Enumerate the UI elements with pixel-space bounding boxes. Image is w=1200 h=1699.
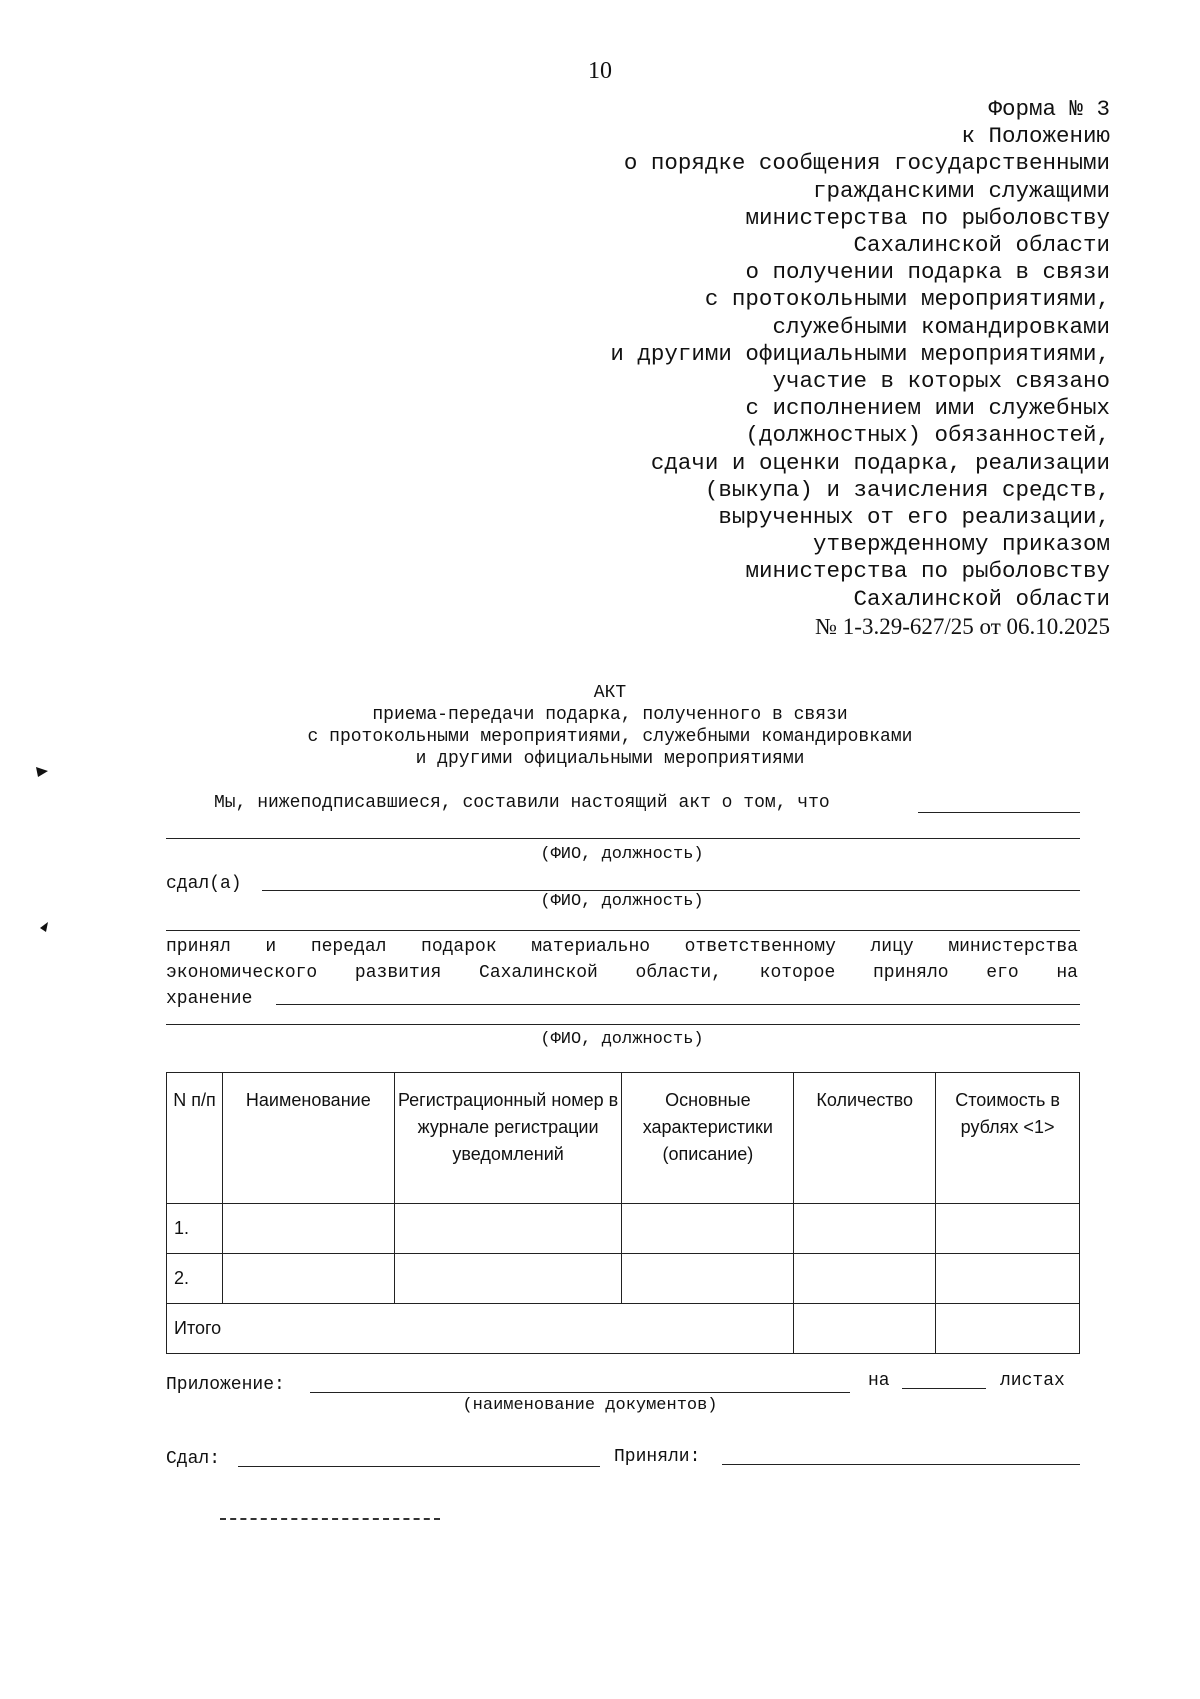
handed-over-fill-line-2[interactable]	[166, 930, 1080, 931]
table-cell[interactable]	[222, 1254, 394, 1304]
header-quantity: Количество	[794, 1073, 936, 1204]
handed-over-label: сдал(а)	[166, 874, 242, 894]
total-quantity-cell[interactable]	[794, 1304, 936, 1354]
accepted-line-2	[166, 962, 1078, 984]
header-line: участие в которых связано	[772, 368, 1110, 395]
header-line: Сахалинской области	[853, 232, 1110, 259]
act-heading: АКТ	[593, 683, 627, 703]
total-cost-cell[interactable]	[936, 1304, 1080, 1354]
table-cell[interactable]	[222, 1204, 394, 1254]
sheets-label: листах	[1000, 1371, 1065, 1391]
word: принял	[166, 937, 231, 957]
table-cell[interactable]	[936, 1204, 1080, 1254]
word: области,	[635, 963, 722, 983]
header-line: (выкупа) и зачисления средств,	[704, 476, 1110, 503]
order-reference: № 1-3.29-627/25 от 06.10.2025	[815, 613, 1110, 639]
word: материально	[531, 937, 651, 957]
word: приняло	[872, 963, 949, 983]
header-line: о порядке сообщения государственными	[623, 150, 1110, 177]
header-name: Наименование	[222, 1073, 394, 1204]
intro-fill-line-2[interactable]	[166, 838, 1080, 839]
table-total-row	[167, 1304, 1080, 1354]
word: ответственному	[684, 937, 836, 957]
header-characteristics: Основные характеристики (описание)	[622, 1073, 794, 1204]
table-cell[interactable]	[394, 1254, 622, 1304]
header-line: с протокольными мероприятиями,	[704, 286, 1110, 313]
accepted-fill-line-2[interactable]	[166, 1024, 1080, 1025]
sheets-count-fill-line[interactable]	[902, 1388, 986, 1389]
word: Сахалинской	[479, 963, 598, 983]
act-subtitle	[160, 704, 1060, 770]
fio-caption-2: (ФИО, должность)	[540, 892, 704, 911]
table-cell[interactable]	[936, 1254, 1080, 1304]
word: и	[265, 937, 277, 957]
handed-signature-label: Сдал:	[166, 1449, 221, 1469]
header-line: сдачи и оценки подарка, реализации	[650, 449, 1110, 476]
header-line: служебными командировками	[772, 313, 1110, 340]
act-title	[160, 682, 1060, 770]
header-line: Сахалинской области	[853, 585, 1110, 612]
table-cell[interactable]: 2.	[167, 1254, 223, 1304]
fio-caption-3: (ФИО, должность)	[540, 1030, 704, 1049]
footnote-separator	[220, 1518, 440, 1520]
header-number: N п/п	[167, 1073, 223, 1204]
word: экономического	[166, 963, 318, 983]
form-header	[470, 96, 1110, 640]
header-line: министерства по рыболовству	[745, 204, 1110, 231]
act-subtitle-line: с протокольными мероприятиями, служебными командировками	[307, 727, 913, 747]
table-cell[interactable]	[622, 1204, 794, 1254]
header-cost: Стоимость в рублях <1>	[936, 1073, 1080, 1204]
table-cell[interactable]: 1.	[167, 1204, 223, 1254]
header-line: Форма № 3	[988, 96, 1110, 122]
accepted-signature-line[interactable]	[722, 1464, 1080, 1465]
attachment-fill-line[interactable]	[310, 1392, 850, 1393]
handed-over-fill-line[interactable]	[262, 890, 1080, 891]
table-cell[interactable]	[794, 1204, 936, 1254]
header-line: вырученных от его реализации,	[718, 504, 1110, 531]
header-line: утвержденному приказом	[812, 531, 1110, 558]
handed-signature-line[interactable]	[238, 1466, 600, 1467]
on-label: на	[868, 1371, 890, 1391]
table-header-row	[167, 1073, 1080, 1204]
header-reg-number: Регистрационный номер в журнале регистрации уведомлений	[394, 1073, 622, 1204]
header-lines	[470, 96, 1110, 613]
accepted-line-3: хранение	[166, 989, 253, 1009]
table-row	[167, 1254, 1080, 1304]
word: лицу	[870, 937, 914, 957]
accepted-fill-line[interactable]	[276, 1004, 1080, 1005]
table-cell[interactable]	[794, 1254, 936, 1304]
word: передал	[310, 937, 387, 957]
word: его	[986, 963, 1019, 983]
header-line: к Положению	[961, 123, 1110, 150]
act-subtitle-line: и другими официальными мероприятиями	[415, 749, 805, 769]
fio-caption-1: (ФИО, должность)	[540, 845, 704, 864]
attachment-label: Приложение:	[166, 1375, 285, 1395]
attachment-caption: (наименование документов)	[462, 1396, 718, 1415]
word: которое	[759, 963, 836, 983]
page-number: 10	[588, 58, 612, 84]
header-line: (должностных) обязанностей,	[745, 422, 1110, 449]
header-line: гражданскими служащими	[812, 177, 1110, 204]
header-line: с исполнением ими служебных	[745, 395, 1110, 422]
act-subtitle-line: приема-передачи подарка, полученного в связи	[372, 705, 848, 725]
accepted-line-1	[166, 936, 1078, 958]
word: на	[1056, 963, 1078, 983]
intro-text: Мы, нижеподписавшиеся, составили настоящий акт о том, что	[214, 793, 830, 813]
word: развития	[354, 963, 442, 983]
total-label: Итого	[167, 1304, 794, 1354]
accepted-signature-label: Приняли:	[614, 1447, 701, 1467]
header-line: министерства по рыболовству	[745, 558, 1110, 585]
table-cell[interactable]	[622, 1254, 794, 1304]
word: подарок	[421, 937, 497, 957]
header-line: о получении подарка в связи	[745, 259, 1110, 286]
table-cell[interactable]	[394, 1204, 622, 1254]
intro-fill-line[interactable]	[918, 812, 1080, 813]
header-line: и другими официальными мероприятиями,	[610, 340, 1110, 367]
gift-table	[166, 1072, 1080, 1354]
word: министерства	[948, 937, 1078, 957]
table-row	[167, 1204, 1080, 1254]
